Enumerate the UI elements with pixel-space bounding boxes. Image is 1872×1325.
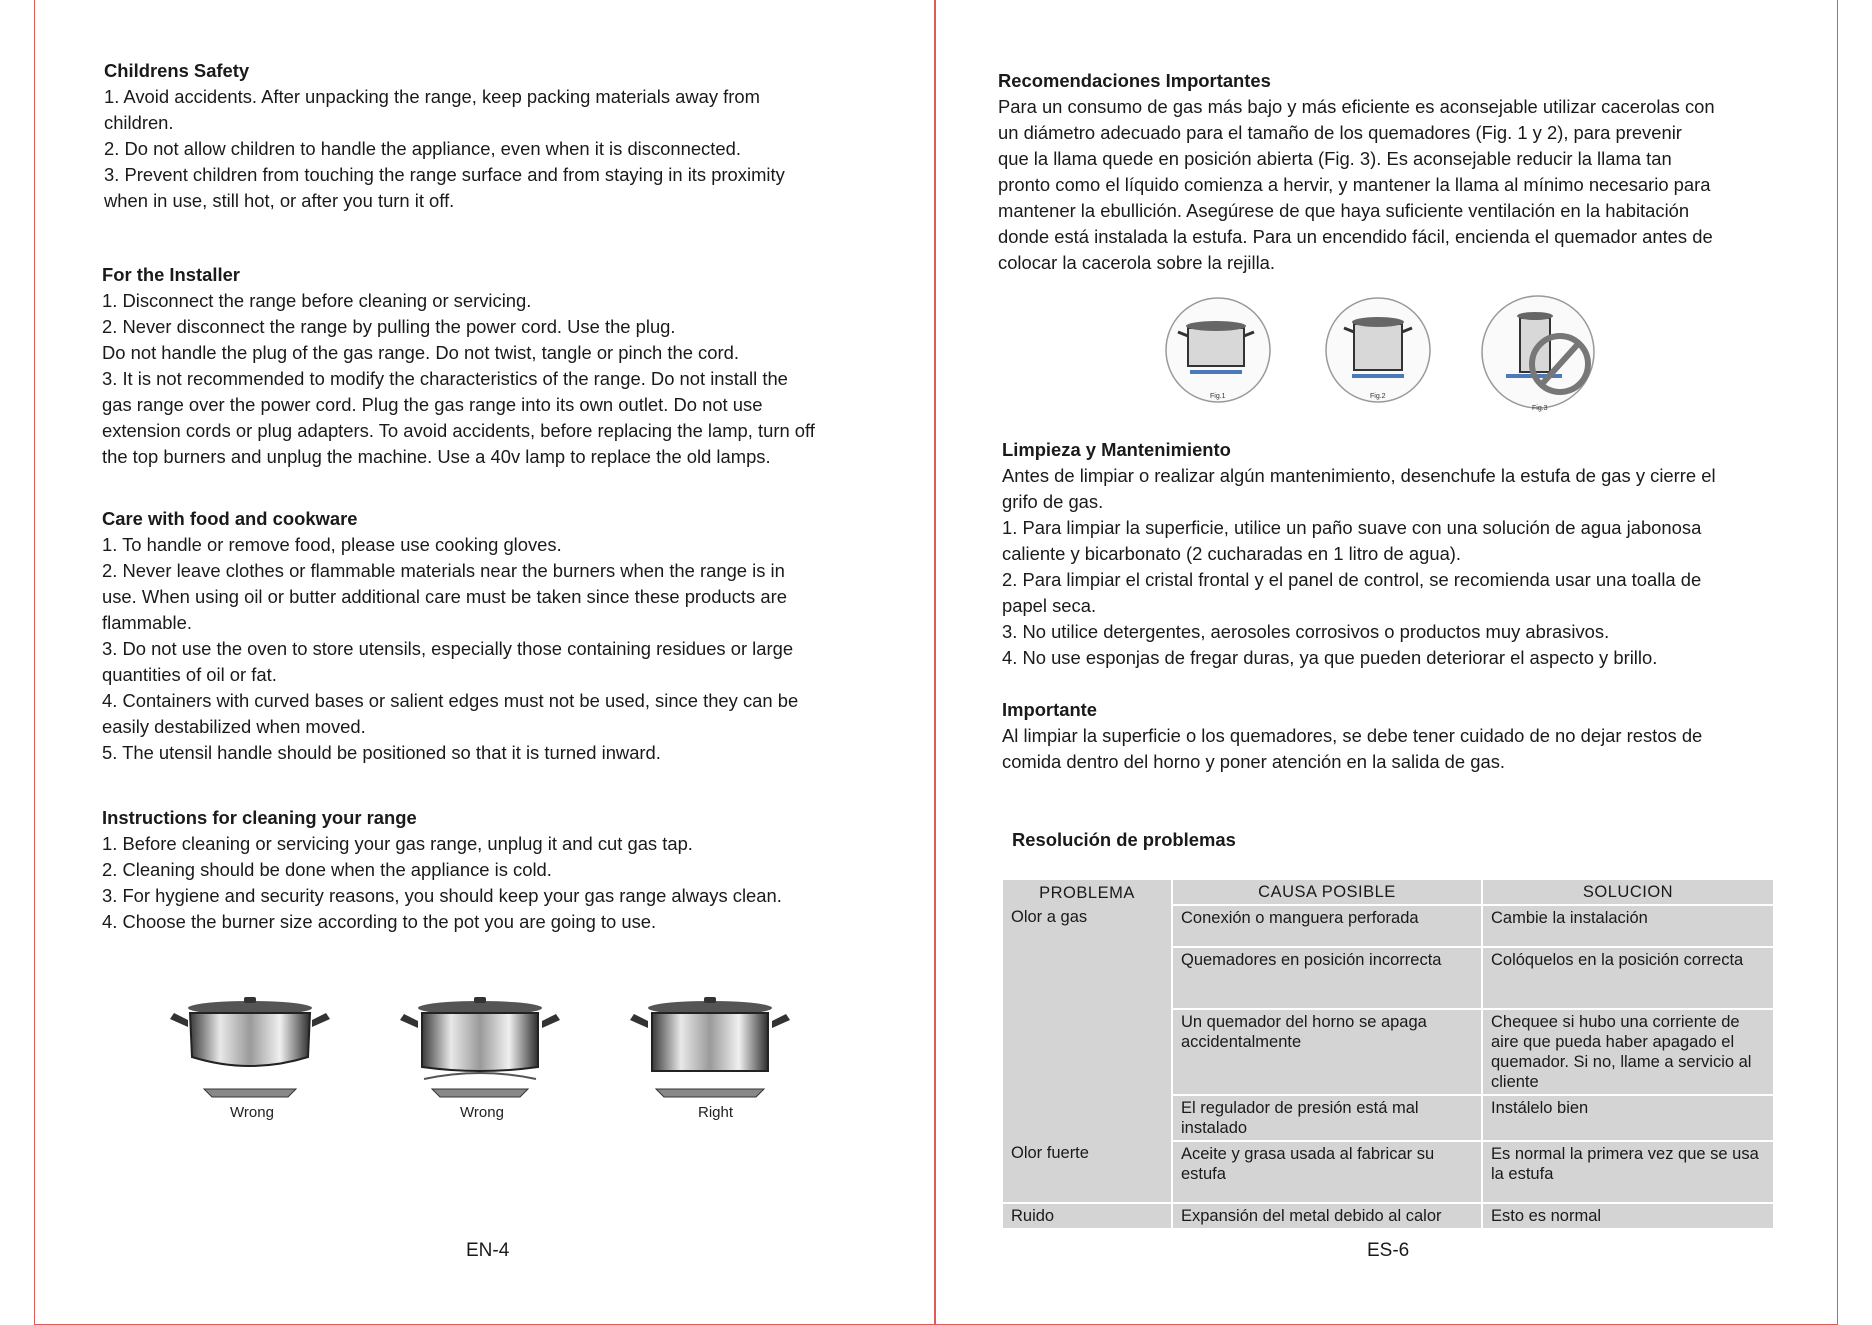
cause-cell: Quemadores en posición incorrecta [1172, 947, 1482, 1009]
text-line: easily destabilized when moved. [102, 716, 366, 737]
section-heading: Limpieza y Mantenimiento [1002, 439, 1231, 460]
text-line: 4. Choose the burner size according to the pot you are going to use. [102, 911, 657, 932]
solution-cell: Esto es normal [1482, 1203, 1773, 1228]
text-line: when in use, still hot, or after you turn it off. [104, 190, 455, 211]
text-line: 1. Disconnect the range before cleaning or servicing. [102, 290, 532, 311]
pot-size-illustration [160, 985, 820, 1120]
text-line: the top burners and unplug the machine. Use a 40v lamp to replace the old lamps. [102, 446, 771, 467]
fig3-label: Fig.3 [1532, 405, 1548, 412]
troubleshooting-table [1003, 880, 1773, 1228]
text-line: Para un consumo de gas más bajo y más eficiente es aconsejable utilizar cacerolas con [998, 96, 1715, 117]
text-line: 2. Cleaning should be done when the appliance is cold. [102, 859, 552, 880]
resolucion-section [1012, 827, 1612, 853]
pot-icon-wrong-1 [170, 997, 330, 1120]
text-line: gas range over the power cord. Plug the gas range into its own outlet. Do not use [102, 394, 763, 415]
text-line: 2. Never disconnect the range by pulling the power cord. Use the plug. [102, 316, 676, 337]
text-line: 1. Before cleaning or servicing your gas range, unplug it and cut gas tap. [102, 833, 693, 854]
cause-cell: Conexión o manguera perforada [1172, 905, 1482, 947]
table-row [1003, 1095, 1773, 1141]
text-line: donde está instalada la estufa. Para un encendido fácil, encienda el quemador antes de [998, 226, 1713, 247]
fig1-label: Fig.1 [1210, 393, 1226, 400]
recomendaciones-section [998, 68, 1818, 276]
header-problema: PROBLEMA [1003, 880, 1172, 905]
text-line: mantener la ebullición. Asegúrese de que haya suficiente ventilación en la habitación [998, 200, 1690, 221]
text-line: caliente y bicarbonato (2 cucharadas en 1 litro de agua). [1002, 543, 1462, 564]
text-line: comida dentro del horno y poner atención en la salida de gas. [1002, 751, 1506, 772]
text-line: 1. Avoid accidents. After unpacking the range, keep packing materials away from [104, 86, 760, 107]
fig3-pot-icon [1482, 296, 1594, 412]
text-line: Antes de limpiar o realizar algún mantenimiento, desenchufe la estufa de gas y cierre el [1002, 465, 1716, 486]
table-row [1003, 1141, 1773, 1203]
text-line: flammable. [102, 612, 192, 633]
text-line: 1. To handle or remove food, please use cooking gloves. [102, 534, 562, 555]
problem-cell [1003, 1009, 1172, 1095]
text-line: 3. Prevent children from touching the range surface and from staying in its proximity [104, 164, 785, 185]
table-row [1003, 947, 1773, 1009]
limpieza-section [1002, 437, 1822, 671]
fig2-pot-icon [1326, 298, 1430, 402]
text-line: un diámetro adecuado para el tamaño de los quemadores (Fig. 1 y 2), para prevenir [998, 122, 1682, 143]
childrens-safety-section [104, 58, 904, 214]
text-line: colocar la cacerola sobre la rejilla. [998, 252, 1276, 273]
section-heading: Recomendaciones Importantes [998, 70, 1271, 91]
solution-cell: Instálelo bien [1482, 1095, 1773, 1141]
problem-cell: Ruido [1003, 1203, 1172, 1228]
section-heading: Importante [1002, 699, 1098, 720]
text-line: 4. Containers with curved bases or salient edges must not be used, since they can be [102, 690, 799, 711]
text-line: 3. It is not recommended to modify the characteristics of the range. Do not install the [102, 368, 788, 389]
header-causa: CAUSA POSIBLE [1172, 880, 1482, 905]
page-number-left: EN-4 [466, 1240, 510, 1261]
cause-cell: Expansión del metal debido al calor [1172, 1203, 1482, 1228]
text-line: 2. Para limpiar el cristal frontal y el panel de control, se recomienda usar una toalla de [1002, 569, 1702, 590]
section-heading: For the Installer [102, 264, 240, 285]
pot-icon-right [630, 997, 790, 1120]
table-row [1003, 1009, 1773, 1095]
pot-label-right: Right [698, 1104, 734, 1120]
cause-cell: El regulador de presión está mal instalado [1172, 1095, 1482, 1141]
text-line: children. [104, 112, 174, 133]
problem-cell: Olor fuerte [1003, 1141, 1172, 1203]
table-header-row [1003, 880, 1773, 905]
text-line: Al limpiar la superficie o los quemadores, se debe tener cuidado de no dejar restos de [1002, 725, 1703, 746]
importante-section [1002, 697, 1822, 775]
text-line: quantities of oil or fat. [102, 664, 277, 685]
section-heading: Care with food and cookware [102, 508, 358, 529]
cause-cell: Aceite y grasa usada al fabricar su estufa [1172, 1141, 1482, 1203]
section-heading: Resolución de problemas [1012, 829, 1236, 850]
problem-cell: Olor a gas [1003, 905, 1172, 947]
text-line: que la llama quede en posición abierta (Fig. 3). Es aconsejable reducir la llama tan [998, 148, 1672, 169]
solution-cell: Chequee si hubo una corriente de aire que pueda haber apagado el quemador. Si no, llame a servicio al cliente [1482, 1009, 1773, 1095]
solution-cell: Es normal la primera vez que se usa la estufa [1482, 1141, 1773, 1203]
text-line: 3. No utilice detergentes, aerosoles corrosivos o productos muy abrasivos. [1002, 621, 1610, 642]
cleaning-instructions-section [102, 805, 922, 935]
table-row [1003, 1203, 1773, 1228]
fig1-pot-icon [1166, 298, 1270, 402]
installer-section [102, 262, 922, 470]
text-line: papel seca. [1002, 595, 1097, 616]
solution-cell: Colóquelos en la posición correcta [1482, 947, 1773, 1009]
text-line: 4. No use esponjas de fregar duras, ya que pueden deteriorar el aspecto y brillo. [1002, 647, 1658, 668]
text-line: 1. Para limpiar la superficie, utilice un paño suave con una solución de agua jabonosa [1002, 517, 1702, 538]
text-line: 3. For hygiene and security reasons, you should keep your gas range always clean. [102, 885, 782, 906]
burner-figures [1160, 292, 1610, 416]
table-row [1003, 905, 1773, 947]
text-line: 2. Never leave clothes or flammable materials near the burners when the range is in [102, 560, 785, 581]
problem-cell [1003, 947, 1172, 1009]
header-solucion: SOLUCION [1582, 883, 1674, 901]
page-number-right: ES-6 [1367, 1240, 1410, 1261]
text-line: 2. Do not allow children to handle the appliance, even when it is disconnected. [104, 138, 741, 159]
text-line: use. When using oil or butter additional care must be taken since these products are [102, 586, 787, 607]
text-line: Do not handle the plug of the gas range. Do not twist, tangle or pinch the cord. [102, 342, 739, 363]
section-heading: Childrens Safety [104, 60, 250, 81]
pot-label-wrong-2: Wrong [460, 1104, 504, 1120]
section-heading: Instructions for cleaning your range [102, 807, 417, 828]
text-line: 3. Do not use the oven to store utensils, especially those containing residues or large [102, 638, 794, 659]
text-line: pronto como el líquido comienza a hervir, y mantener la llama al mínimo necesario para [998, 174, 1711, 195]
text-line: 5. The utensil handle should be positioned so that it is turned inward. [102, 742, 661, 763]
pot-icon-wrong-2 [400, 997, 560, 1120]
solution-cell: Cambie la instalación [1482, 905, 1773, 947]
cause-cell: Un quemador del horno se apaga accidentalmente [1172, 1009, 1482, 1095]
text-line: extension cords or plug adapters. To avoid accidents, before replacing the lamp, turn off [102, 420, 815, 441]
fig2-label: Fig.2 [1370, 393, 1386, 400]
food-cookware-section [102, 506, 922, 766]
problem-cell [1003, 1095, 1172, 1141]
pot-label-wrong-1: Wrong [230, 1104, 274, 1120]
text-line: grifo de gas. [1002, 491, 1104, 512]
